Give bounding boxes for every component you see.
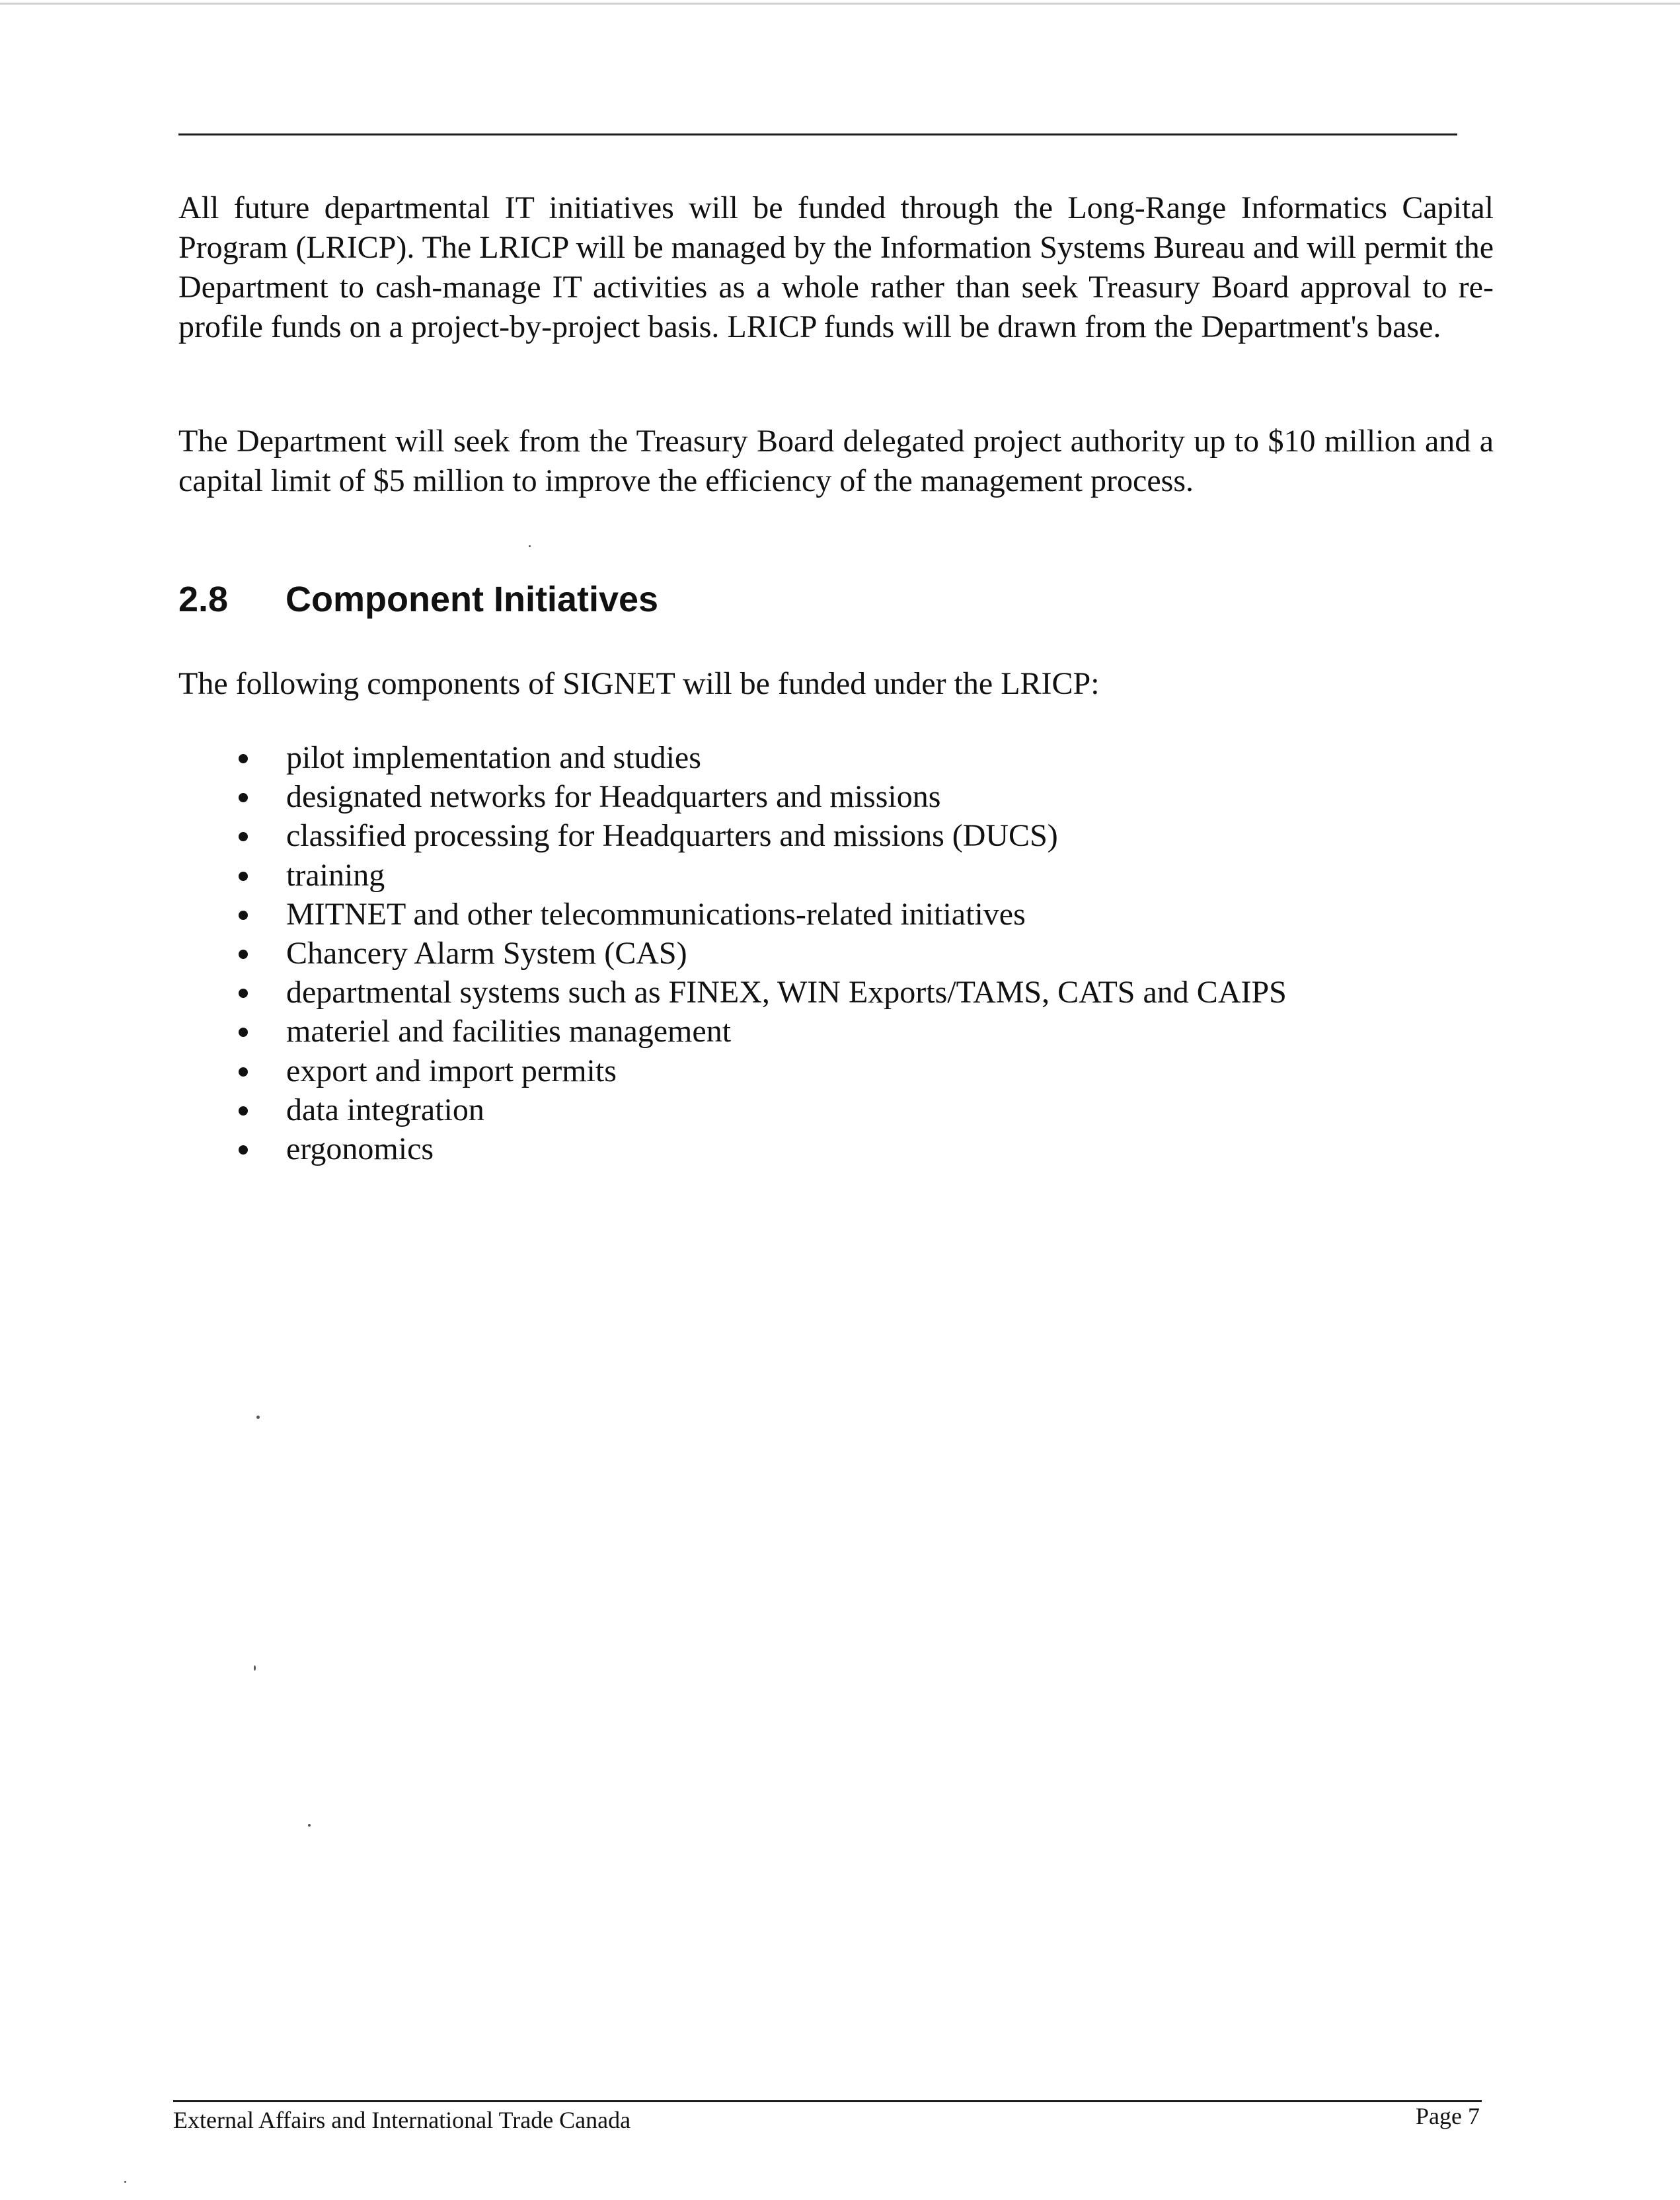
list-item — [235, 895, 1287, 934]
list-item — [235, 1012, 1287, 1051]
scan-speck — [256, 1416, 260, 1419]
section-number: 2.8 — [178, 580, 229, 619]
bullet-icon — [239, 950, 248, 959]
section-heading — [178, 576, 658, 623]
scan-speck — [124, 2181, 126, 2183]
list-item — [235, 777, 1287, 816]
scan-speck — [529, 545, 531, 547]
bullet-icon — [239, 832, 248, 841]
list-item-text: data integration — [286, 1092, 484, 1127]
paragraph-delegated-authority: The Department will seek from the Treasury Board delegated project authority up to $10 million and a capital limit of $5 million to improve the efficiency of the management process. — [178, 424, 1494, 498]
scan-speck — [254, 1665, 256, 1671]
scan-edge-line — [0, 3, 1680, 5]
list-item-text: classified processing for Headquarters and missions (DUCS) — [286, 818, 1058, 854]
list-item — [235, 1051, 1287, 1090]
list-item — [235, 1090, 1287, 1129]
list-item-text: ergonomics — [286, 1131, 434, 1166]
list-item — [235, 816, 1287, 855]
bullet-icon — [239, 754, 248, 763]
section-title: Component Initiatives — [286, 580, 659, 619]
page-number: Page 7 — [1416, 2103, 1480, 2129]
scan-speck — [308, 1824, 311, 1827]
list-item-text: departmental systems such as FINEX, WIN Exports/TAMS, CATS and CAIPS — [286, 975, 1287, 1010]
list-item — [235, 1129, 1287, 1168]
paragraph-lricp-funding: All future departmental IT initiatives will be funded through the Long-Range Informatics Capital Program (LRICP). The LRICP will be managed by the Information Systems Bureau and will permit the Department to cash-manage IT activities as a whole rather than seek Treasury Board approval to re-profile funds on a project-by-project basis. LRICP funds will be drawn from the Department's base. — [178, 190, 1494, 344]
bullet-icon — [239, 872, 248, 881]
bullet-icon — [239, 1028, 248, 1037]
list-intro: The following components of SIGNET will be funded under the LRICP: — [178, 666, 1100, 701]
bullet-icon — [239, 1067, 248, 1077]
bullet-icon — [239, 989, 248, 998]
bullet-icon — [239, 1145, 248, 1155]
list-item-text: pilot implementation and studies — [286, 740, 701, 775]
list-item — [235, 856, 1287, 895]
list-item-text: designated networks for Headquarters and missions — [286, 779, 941, 815]
list-item-text: export and import permits — [286, 1053, 617, 1088]
bullet-icon — [239, 793, 248, 802]
list-item-text: training — [286, 857, 385, 893]
list-item-text: MITNET and other telecommunications-related initiatives — [286, 896, 1026, 932]
list-item — [235, 973, 1287, 1012]
list-item — [235, 934, 1287, 973]
list-item-text: Chancery Alarm System (CAS) — [286, 935, 687, 971]
component-list — [235, 738, 1287, 1168]
footer-rule — [173, 2100, 1482, 2102]
footer-organization: External Affairs and International Trade Canada — [173, 2107, 631, 2133]
bullet-icon — [239, 911, 248, 920]
bullet-icon — [239, 1106, 248, 1116]
header-rule — [178, 133, 1457, 135]
list-item-text: materiel and facilities management — [286, 1014, 732, 1049]
list-item — [235, 738, 1287, 777]
